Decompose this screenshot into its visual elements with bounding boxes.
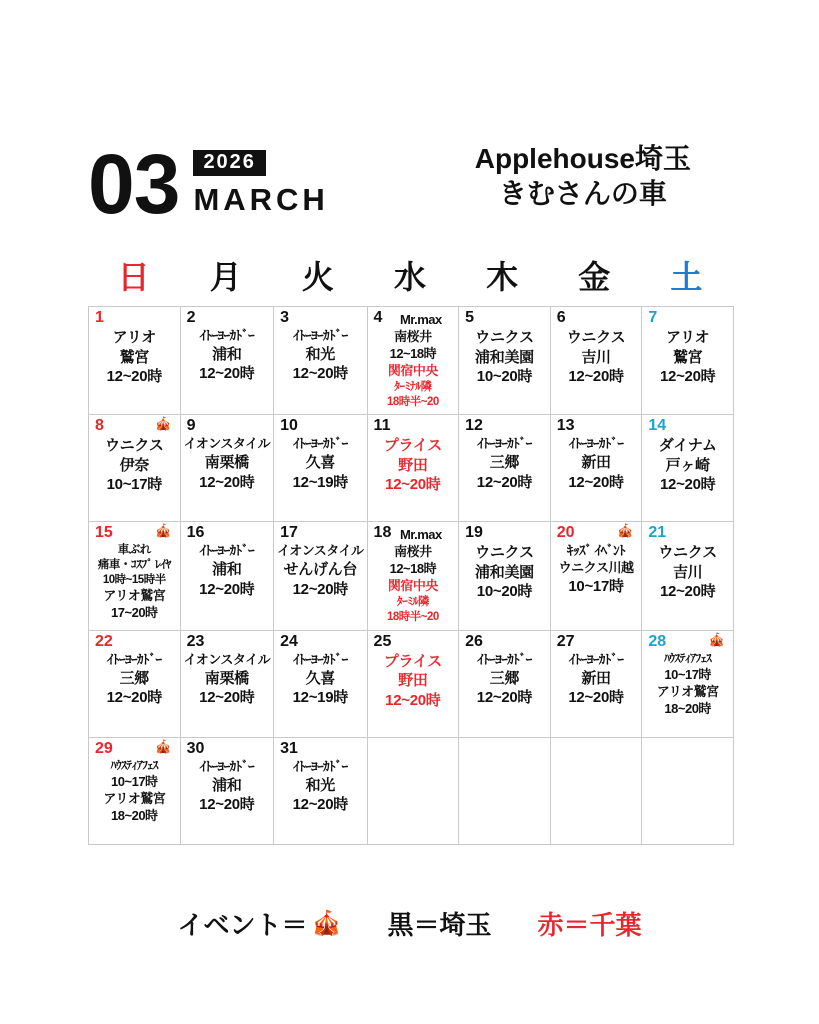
day-entries [554, 436, 639, 492]
calendar-cell[interactable] [642, 415, 734, 522]
calendar-cell[interactable] [551, 631, 643, 738]
entry-line: 伊奈 [119, 456, 149, 474]
calendar-cell[interactable] [642, 522, 734, 630]
day-entries [462, 652, 547, 708]
entry-line: 12~20時 [292, 580, 348, 598]
day-number: 6 [556, 309, 566, 326]
entry-line: 和光 [305, 345, 336, 363]
entry-line: ｷｯｽﾞ ｲﾍﾞﾝﾄ [567, 543, 626, 559]
entry-line: 12~20時 [385, 691, 441, 709]
tent-icon: 🎪 [311, 910, 342, 937]
month-block [88, 137, 329, 231]
entry-line: 南栗橋 [204, 669, 249, 687]
calendar-cell[interactable] [642, 631, 734, 738]
day-number: 31 [280, 739, 298, 757]
entry-line: ｲﾄｰﾖｰｶﾄﾞｰ [199, 543, 255, 559]
day-entries [554, 328, 639, 387]
entry-line: プライス [383, 437, 442, 455]
entry-line: アリオ [112, 329, 156, 346]
entry-line: 野田 [398, 672, 428, 690]
calendar-cell[interactable] [459, 631, 551, 738]
entry-line: 10~17時 [111, 773, 158, 789]
day-entries [462, 436, 547, 492]
entry-line: ｲﾄｰﾖｰｶﾄﾞｰ [107, 651, 162, 667]
day-entries [371, 652, 456, 711]
calendar-cell[interactable] [89, 307, 181, 415]
entry-line: 南桜井 [394, 544, 432, 560]
calendar-cell[interactable] [459, 415, 551, 522]
day-number: 9 [186, 417, 196, 435]
entry-line: 18時半~20 [386, 610, 439, 623]
day-entries [371, 436, 456, 495]
entry-line: Mr.max [399, 312, 442, 327]
calendar-cell[interactable] [459, 307, 551, 415]
entry-line: 12~20時 [568, 368, 624, 385]
entry-line: ダイナム [658, 437, 717, 455]
entry-line: イオンスタイル [277, 543, 364, 559]
entry-line: 鷲宮 [672, 348, 703, 366]
entry-line: 10~17時 [664, 666, 711, 682]
day-number: 23 [186, 632, 205, 650]
day-number: 29 [95, 739, 113, 757]
weekday-5: 金 [578, 259, 612, 295]
entry-line: 新田 [581, 669, 611, 687]
day-number: 13 [556, 417, 575, 435]
calendar-cell[interactable] [274, 738, 367, 845]
tent-icon: 🎪 [617, 523, 634, 539]
entry-line: 12~20時 [476, 473, 533, 491]
entry-line: ｲﾄｰﾖｰｶﾄﾞｰ [568, 651, 624, 667]
entry-line: 12~20時 [292, 365, 348, 383]
entry-line: ウニクス [566, 329, 626, 346]
entry-line: ﾀｰﾐﾙ隣 [396, 596, 429, 608]
calendar-cell[interactable] [368, 631, 460, 738]
calendar-cell[interactable] [89, 738, 181, 845]
day-entries [184, 652, 270, 708]
entry-line: 12~20時 [106, 689, 162, 707]
tent-icon: 🎪 [708, 631, 725, 647]
entry-line: 南桜井 [394, 328, 432, 344]
entry-line: ウニクス川越 [558, 560, 634, 576]
entry-line: 新田 [581, 454, 611, 472]
entry-line: 12~20時 [292, 796, 348, 814]
entry-line: 和光 [305, 776, 336, 794]
tent-icon: 🎪 [155, 523, 172, 539]
entry-line: 18~20時 [664, 700, 711, 716]
day-entries [277, 759, 363, 815]
day-entries [92, 759, 177, 825]
weekday-4: 木 [486, 259, 520, 295]
calendar-cell[interactable] [642, 307, 734, 415]
day-number: 8 [95, 417, 104, 435]
entry-line: 久喜 [305, 454, 336, 472]
calendar-cell[interactable] [274, 522, 367, 630]
entry-line: 10~20時 [476, 583, 533, 601]
entry-line: イオンスタイル [183, 436, 271, 452]
legend [0, 905, 819, 942]
day-number: 2 [186, 309, 196, 326]
entry-line: せんげん台 [283, 561, 358, 579]
entry-line: ウニクス [658, 544, 718, 562]
entry-line: 12~19時 [292, 473, 348, 491]
day-number: 1 [95, 309, 104, 326]
entry-line: 18~20時 [111, 807, 158, 823]
entry-line: 鷲宮 [119, 348, 149, 366]
title-line-1: Applehouse埼玉 [474, 143, 691, 174]
day-entries [184, 436, 270, 492]
weekday-header-row [88, 252, 733, 298]
entry-line: 12~20時 [199, 473, 255, 491]
day-entries [184, 759, 270, 815]
legend-black: 黒＝埼玉 [387, 910, 492, 940]
calendar-cell[interactable] [89, 415, 181, 522]
day-entries [277, 543, 363, 599]
entry-line: 12~20時 [568, 689, 624, 707]
day-number: 30 [186, 739, 205, 757]
calendar-cell[interactable] [274, 415, 367, 522]
day-number: 27 [556, 632, 575, 650]
entry-line: 久喜 [305, 669, 336, 687]
day-number: 19 [465, 524, 483, 542]
day-entries [92, 328, 177, 387]
day-entries [554, 652, 639, 708]
entry-line: ｲﾄｰﾖｰｶﾄﾞｰ [293, 758, 348, 774]
day-number: 24 [280, 632, 298, 650]
entry-line: 三郷 [119, 669, 149, 687]
weekday-0: 日 [117, 259, 151, 295]
day-number: 28 [648, 632, 667, 650]
day-entries [554, 543, 639, 596]
entry-line: 12~20時 [385, 476, 441, 494]
entry-line: 三郷 [489, 669, 520, 687]
entry-line: 12~18時 [389, 345, 437, 361]
day-entries [462, 543, 547, 602]
day-entries [645, 328, 730, 387]
day-number: 11 [373, 417, 391, 435]
entry-line: 12~20時 [199, 689, 255, 707]
legend-event [178, 905, 342, 942]
day-number: 22 [95, 632, 113, 650]
entry-line: 12~20時 [660, 583, 716, 601]
weekday-2: 火 [301, 259, 335, 295]
calendar-cell[interactable] [459, 522, 551, 630]
day-number: 17 [280, 524, 298, 542]
entry-line: 浦和美園 [475, 348, 534, 366]
day-number: 3 [280, 309, 289, 326]
legend-red: 赤＝千葉 [537, 910, 642, 940]
entry-line: Mr.max [399, 527, 442, 543]
day-entries [645, 652, 730, 718]
entry-line: 12~20時 [476, 689, 533, 707]
entry-line: イオンスタイル [183, 651, 271, 667]
calendar-cell-empty [368, 738, 460, 845]
day-entries [92, 543, 177, 622]
calendar-header [0, 137, 819, 250]
day-number: 16 [186, 524, 205, 542]
calendar-cell[interactable] [181, 415, 274, 522]
entry-line: アリオ鷲宮 [103, 790, 166, 806]
calendar-cell[interactable] [274, 307, 367, 415]
day-number: 21 [648, 524, 667, 542]
entry-line: ｲﾄｰﾖｰｶﾄﾞｰ [293, 651, 348, 667]
entry-line: ｲﾄｰﾖｰｶﾄﾞｰ [477, 651, 532, 667]
day-number: 26 [465, 632, 483, 650]
calendar-cell[interactable] [551, 415, 643, 522]
day-number: 20 [556, 524, 575, 542]
entry-line: 痛車・ｺｽﾌﾟ ﾚｲﾔ [97, 559, 171, 572]
entry-line: 野田 [398, 456, 428, 474]
day-entries [184, 543, 270, 599]
entry-line: 12~20時 [660, 476, 716, 494]
calendar-cell[interactable] [181, 738, 274, 845]
calendar-cell[interactable] [181, 522, 274, 630]
day-number: 12 [465, 417, 483, 435]
calendar-cell-empty [459, 738, 551, 845]
day-number: 4 [373, 309, 383, 326]
calendar-cell[interactable] [181, 307, 274, 415]
entry-line: 浦和 [212, 776, 242, 794]
weekday-6: 土 [670, 259, 704, 295]
entry-line: ﾀｰﾐﾅﾙ隣 [394, 380, 432, 393]
entry-line: 12~20時 [568, 473, 624, 491]
day-number: 18 [373, 524, 392, 542]
day-number: 14 [648, 417, 667, 435]
weekday-1: 月 [209, 259, 243, 295]
calendar-cell[interactable] [551, 522, 643, 630]
entry-line: ｲﾄｰﾖｰｶﾄﾞｰ [293, 328, 348, 343]
calendar-cell-empty [642, 738, 734, 845]
entry-line: ｲﾄｰﾖｰｶﾄﾞｰ [199, 328, 255, 343]
day-entries [184, 328, 270, 384]
entry-line: 浦和美園 [475, 563, 534, 581]
entry-line: 17~20時 [111, 605, 158, 621]
entry-line: 三郷 [489, 454, 520, 472]
entry-line: プライス [383, 652, 442, 670]
day-entries [277, 328, 363, 384]
day-entries [371, 524, 456, 624]
entry-line: 戸ヶ崎 [665, 456, 710, 474]
entry-line: 12~20時 [660, 368, 716, 385]
entry-line: ｲﾄｰﾖｰｶﾄﾞｰ [199, 758, 255, 774]
entry-line: ウニクス [475, 329, 534, 346]
entry-line: 12~20時 [199, 365, 255, 383]
day-entries [462, 328, 547, 387]
entry-line: 関宿中央 [387, 362, 438, 378]
legend-event-label: イベント＝ [177, 910, 308, 940]
entry-line: アリオ鷲宮 [103, 588, 166, 604]
entry-line: 南栗橋 [204, 454, 249, 472]
weekday-3: 水 [393, 259, 427, 295]
calendar-cell[interactable] [89, 522, 181, 630]
entry-line: 10~20時 [476, 368, 533, 385]
day-entries [371, 309, 456, 409]
entry-line: ｲﾄｰﾖｰｶﾄﾞｰ [293, 436, 348, 452]
page-title [475, 142, 691, 210]
entry-line: 吉川 [581, 348, 611, 366]
entry-line: 浦和 [212, 561, 242, 579]
entry-line: 12~20時 [106, 368, 162, 385]
day-entries [92, 652, 177, 708]
title-line-2: きむさんの車 [498, 178, 667, 210]
day-entries [645, 543, 730, 602]
entry-line: 浦和 [212, 345, 242, 363]
entry-line: ﾊｳｽﾃｨｱﾌｪｽ [110, 759, 158, 772]
entry-line: 10時~15時半 [102, 574, 166, 587]
entry-line: 吉川 [672, 563, 703, 581]
entry-line: ﾊｳｽﾃｨｱﾌｪｽ [664, 652, 712, 665]
entry-line: 12~19時 [292, 689, 348, 707]
entry-line: アリオ鷲宮 [656, 683, 719, 699]
day-number: 10 [280, 417, 298, 435]
tent-icon: 🎪 [155, 738, 172, 754]
entry-line: アリオ [666, 329, 710, 346]
day-number: 5 [465, 309, 475, 326]
calendar-cell[interactable] [368, 522, 460, 630]
calendar-cell[interactable] [89, 631, 181, 738]
calendar-cell[interactable] [551, 307, 643, 415]
month-meta [193, 150, 328, 222]
tent-icon: 🎪 [155, 416, 172, 432]
entry-line: 12~18時 [389, 561, 437, 577]
entry-line: 18時半~20 [386, 395, 439, 408]
day-entries [277, 652, 363, 708]
day-entries [277, 436, 363, 492]
day-number: 15 [95, 524, 113, 542]
day-number: 25 [373, 632, 392, 650]
entry-line: 12~20時 [199, 796, 255, 814]
day-entries [645, 436, 730, 495]
day-entries [92, 436, 177, 495]
day-number: 7 [648, 309, 658, 326]
calendar-cell-empty [551, 738, 643, 845]
entry-line: 12~20時 [199, 580, 255, 598]
entry-line: 関宿中央 [387, 578, 438, 594]
entry-line: ウニクス [475, 544, 534, 562]
entry-line: 車ぶれ [117, 544, 151, 557]
calendar-cell[interactable] [368, 307, 460, 415]
entry-line: ｲﾄｰﾖｰｶﾄﾞｰ [568, 436, 624, 452]
entry-line: ｲﾄｰﾖｰｶﾄﾞｰ [477, 436, 532, 452]
month-number: 03 [88, 137, 180, 231]
entry-line: 10~17時 [106, 476, 162, 494]
calendar-cell[interactable] [181, 631, 274, 738]
calendar-cell[interactable] [274, 631, 367, 738]
year-badge: 2026 [193, 150, 266, 176]
month-name: MARCH [193, 181, 329, 217]
calendar-grid [88, 306, 734, 845]
entry-line: ウニクス [104, 437, 164, 455]
calendar-cell[interactable] [368, 415, 460, 522]
entry-line: 10~17時 [568, 578, 624, 596]
